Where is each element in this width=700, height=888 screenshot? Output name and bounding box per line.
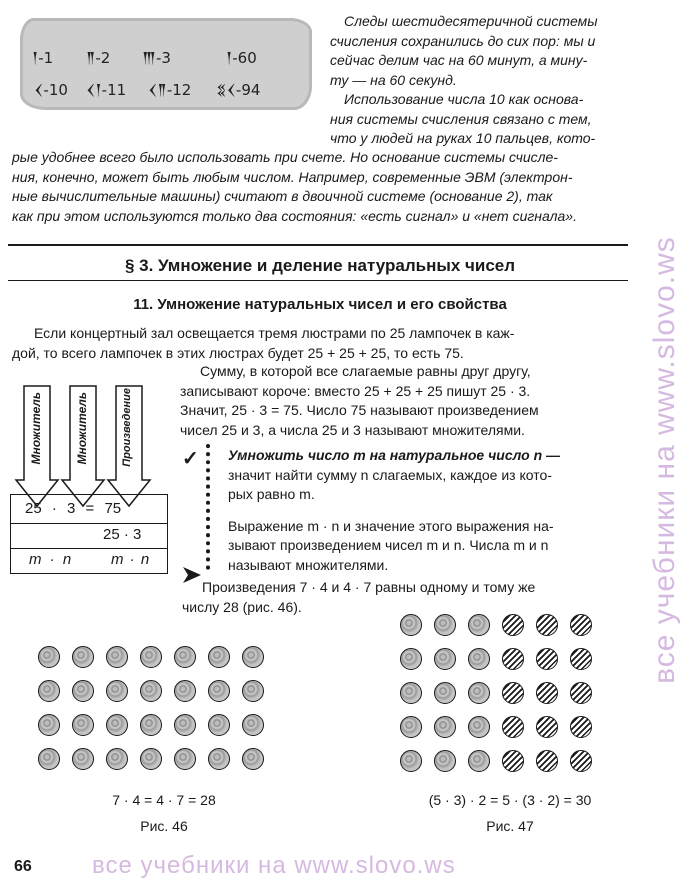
label-product: Произведение (121, 388, 133, 467)
shaded-circle (72, 646, 94, 668)
watermark-side (640, 140, 690, 780)
hatched-circle (502, 682, 524, 704)
section-rule-bottom (8, 280, 628, 281)
shaded-circle (468, 682, 490, 704)
diagram-row-letters (10, 548, 168, 574)
shaded-circle (140, 714, 162, 736)
hatched-circle (536, 716, 558, 738)
figure-46-formula: 7 · 4 = 4 · 7 = 28 (112, 792, 216, 808)
cuneiform-tablet-image (20, 18, 312, 110)
shaded-circle (174, 748, 196, 770)
label-factor-2: Множитель (75, 392, 89, 465)
text-line: числу 28 (рис. 46). (182, 598, 302, 615)
text-line: Значит, 25 · 3 = 75. Число 75 называют произведением (180, 402, 539, 418)
paragraph-2 (180, 362, 630, 440)
shaded-circle (242, 714, 264, 736)
intro-line: рые удобнее всего было использовать при счете. Но основание системы счисле- (12, 149, 558, 165)
tablet-sign: 𒁹-1 (32, 49, 54, 67)
shaded-circle (38, 714, 60, 736)
intro-line: сейчас делим час на 60 минут, а мину- (330, 52, 588, 68)
shaded-circle (140, 646, 162, 668)
rule-line: Умножить число m на натуральное число n — (228, 447, 561, 463)
shaded-circle (434, 614, 456, 636)
shaded-circle (400, 750, 422, 772)
letters-right: m · n (111, 551, 150, 568)
shaded-circle (434, 682, 456, 704)
subsection-title: 11. Умножение натуральных чисел и его свойства (133, 296, 507, 313)
shaded-circle (468, 648, 490, 670)
text-line: Произведения 7 · 4 и 4 · 7 равны одному и тому же (202, 579, 536, 595)
shaded-circle (434, 648, 456, 670)
product-expression-text: 25 · 3 (103, 526, 142, 543)
tablet-sign: 𒐏𒌋-94 (216, 81, 261, 99)
shaded-circle (106, 714, 128, 736)
shaded-circle (242, 680, 264, 702)
text-line: Сумму, в которой все слагаемые равны друг другу, (200, 363, 531, 379)
figure-46-dot-grid (38, 646, 288, 786)
shaded-circle (242, 646, 264, 668)
hatched-circle (502, 716, 524, 738)
expression-text: 25 · 3 = 75 (25, 500, 122, 517)
shaded-circle (106, 680, 128, 702)
shaded-circle (434, 716, 456, 738)
dot-row (400, 750, 604, 772)
shaded-circle (400, 716, 422, 738)
rule-line: называют множителями. (228, 556, 389, 573)
hatched-circle (502, 648, 524, 670)
figure-47-dot-grid (400, 614, 610, 790)
hatched-circle (536, 750, 558, 772)
hatched-circle (570, 750, 592, 772)
intro-line: ния, конечно, может быть любым числом. Например, современные ЭВМ (электрон- (12, 168, 573, 185)
shaded-circle (140, 748, 162, 770)
rule-line: зывают произведением чисел m и n. Числа m и n (228, 537, 549, 553)
shaded-circle (140, 680, 162, 702)
shaded-circle (72, 714, 94, 736)
shaded-circle (242, 748, 264, 770)
dotted-divider (204, 444, 212, 574)
shaded-circle (400, 682, 422, 704)
shaded-circle (174, 680, 196, 702)
hatched-circle (570, 716, 592, 738)
tablet-sign: 𒁹-60 (226, 49, 257, 67)
label-factor-1: Множитель (29, 392, 43, 465)
shaded-circle (468, 614, 490, 636)
hatched-circle (536, 682, 558, 704)
hatched-circle (570, 648, 592, 670)
text-line: записывают короче: вместо 25 + 25 + 25 пишут 25 · 3. (180, 382, 531, 399)
hatched-circle (502, 614, 524, 636)
intro-right-column (330, 12, 626, 149)
intro-line: как при этом используются только два состояния: «есть сигнал» и «нет сигнала». (12, 207, 577, 224)
intro-line: Следы шестидесятеричной системы (344, 13, 598, 29)
hatched-circle (536, 614, 558, 636)
hatched-circle (570, 614, 592, 636)
checkmark-icon: ✓ (182, 448, 199, 470)
diagram-row-expression (10, 494, 168, 524)
shaded-circle (174, 646, 196, 668)
intro-line: Использование числа 10 как основа- (344, 91, 584, 107)
tablet-sign: 𒈫-2 (86, 49, 111, 67)
dot-row (38, 748, 276, 770)
hatched-circle (502, 750, 524, 772)
rule-line: Выражение m · n и значение этого выражения на- (228, 517, 554, 534)
shaded-circle (400, 648, 422, 670)
dot-row (38, 646, 276, 668)
shaded-circle (208, 680, 230, 702)
intro-line: ния системы счисления связано с тем, (330, 110, 592, 127)
dot-row (400, 614, 604, 636)
shaded-circle (400, 614, 422, 636)
tablet-sign: 𒐈-3 (142, 49, 171, 67)
shaded-circle (434, 750, 456, 772)
text-line: Если концертный зал освещается тремя люстрами по 25 лампочек в каж- (34, 325, 515, 341)
shaded-circle (208, 748, 230, 770)
text-line: чисел 25 и 3, а числа 25 и 3 называют множителями. (180, 421, 525, 438)
diagram-row-product (10, 523, 168, 549)
shaded-circle (468, 716, 490, 738)
page-number: 66 (14, 858, 32, 875)
rule-line: значит найти сумму n слагаемых, каждое из кото- (228, 466, 552, 483)
section-title: § 3. Умножение и деление натуральных чисел (124, 256, 516, 275)
tablet-sign: 𒌋𒁹-11 (86, 81, 127, 99)
intro-full-width (12, 148, 632, 226)
intro-line: ту — на 60 секунд. (330, 71, 457, 88)
rule-line: рых равно m. (228, 486, 315, 502)
shaded-circle (208, 714, 230, 736)
shaded-circle (106, 646, 128, 668)
dot-row (400, 682, 604, 704)
shaded-circle (208, 646, 230, 668)
text-line: дой, то всего лампочек в этих люстрах будет 25 + 25 + 25, то есть 75. (12, 344, 464, 361)
intro-line: ные вычислительные машины) считают в двоичной системе (основание 2), так (12, 188, 553, 204)
tablet-sign: 𒌋-10 (34, 81, 68, 99)
hatched-circle (570, 682, 592, 704)
shaded-circle (72, 748, 94, 770)
shaded-circle (106, 748, 128, 770)
shaded-circle (38, 680, 60, 702)
figure-47-caption: Рис. 47 (486, 818, 534, 834)
shaded-circle (38, 748, 60, 770)
figure-47-formula: (5 · 3) · 2 = 5 · (3 · 2) = 30 (428, 792, 592, 808)
intro-line: счисления сохранились до сих пор: мы и (330, 32, 596, 49)
dot-row (38, 680, 276, 702)
watermark-bottom: все учебники на www.slovo.ws (92, 852, 456, 879)
shaded-circle (72, 680, 94, 702)
rule-definition (228, 446, 630, 575)
dot-row (400, 648, 604, 670)
dot-row (38, 714, 276, 736)
intro-line: что у людей на руках 10 пальцев, кото- (330, 130, 596, 146)
shaded-circle (174, 714, 196, 736)
paragraph-3 (182, 578, 632, 617)
multiplication-diagram (10, 384, 168, 580)
shaded-circle (38, 646, 60, 668)
figure-46-caption: Рис. 46 (140, 818, 188, 834)
shaded-circle (468, 750, 490, 772)
dot-row (400, 716, 604, 738)
watermark-side-text: все учебники на www.slovo.ws (648, 236, 681, 684)
hatched-circle (536, 648, 558, 670)
paragraph-1 (12, 324, 632, 363)
section-rule-top (8, 244, 628, 246)
letters-left: m · n (29, 551, 72, 568)
tablet-sign: 𒌋𒈫-12 (148, 81, 192, 99)
